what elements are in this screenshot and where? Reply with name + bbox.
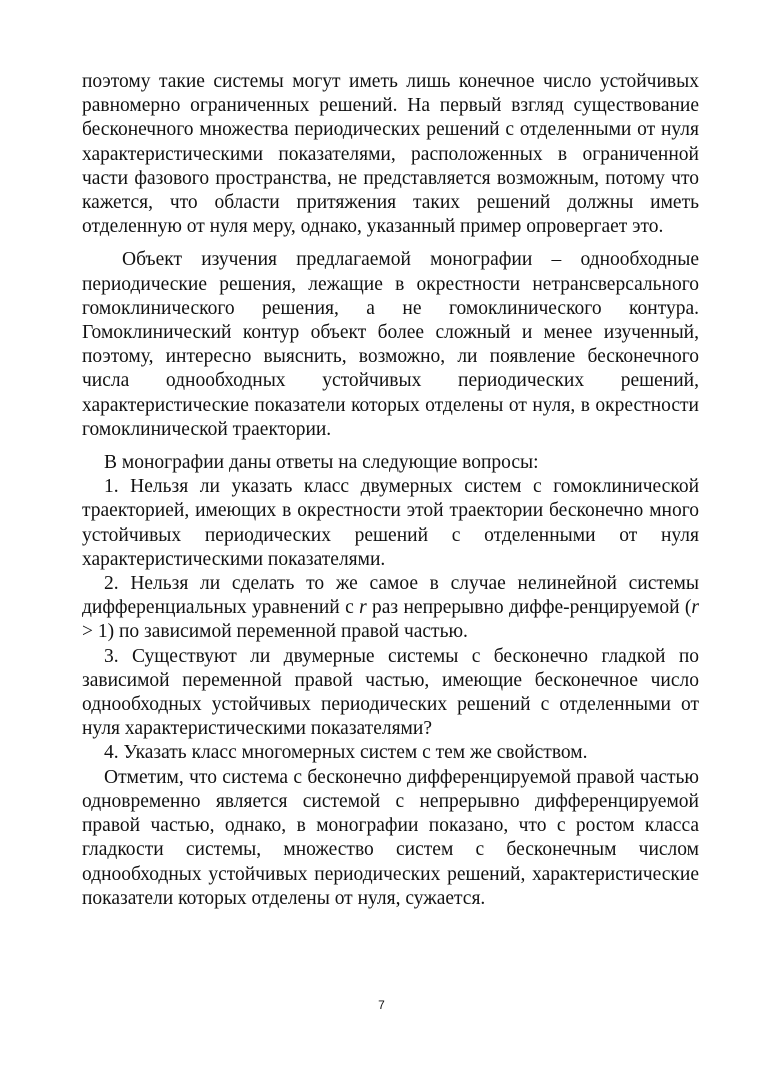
document-page [82,70,699,911]
page-number: 7 [378,998,385,1012]
question-2-text-a: 2. Нельзя ли сделать то же самое в случае нелинейной системы дифференциальных уравнений с [82,573,699,619]
variable-r-condition: r [691,597,699,619]
paragraph-question-2 [82,572,699,645]
paragraph-intro-continuation: поэтому такие системы могут иметь лишь конечное число устойчивых равномерно ограниченных решений. На первый взгляд существование бесконечного множества периодических решений с отделенными от нуля характеристическими показателями, расположенных в ограниченной части фазового пространства, не представляется возможным, потому что кажется, что области притяжения таких решений должны иметь отделенную от нуля меру, однако, указанный пример опровергает это. [82,71,699,238]
paragraph-question-3: 3. Существуют ли двумерные системы с бесконечно гладкой по зависимой переменной правой частью, имеющие бесконечное число однообходных устойчивых периодических решений с отделенными от нуля характеристическими показателями? [82,645,699,740]
question-2-text-b: раз непрерывно диффе-ренцируемой ( [366,597,692,619]
paragraph-questions-intro: В монографии даны ответы на следующие вопросы: [104,452,539,474]
paragraph-question-1: 1. Нельзя ли указать класс двумерных систем с гомоклинической траекторией, имеющих в окрестности этой траектории бесконечно много устойчивых периодических решений с отделенными от нуля характеристическими показателями. [82,476,699,570]
variable-r: r [359,597,367,619]
question-2-text-c: > 1) по зависимой переменной правой частью. [82,621,468,643]
paragraph-conclusion: Отметим, что система с бесконечно дифференцируемой правой частью одновременно является системой с непрерывно дифференцируемой правой частью, однако, в монографии показано, что с ростом класса гладкости системы, множество систем с бесконечным числом однообходных устойчивых периодических решений, характеристические показатели которых отделены от нуля, сужается. [82,766,699,909]
paragraph-monograph-object: Объект изучения предлагаемой монографии – однообходные периодические решения, лежащие в окрестности нетрансверсального гомоклинического решения, а не гомоклинического контура. Гомоклинический контур объект более сложный и менее изученный, поэтому, интересно выяснить, возможно, ли появление бесконечного числа однообходных устойчивых периодических решений, характеристические показатели которых отделены от нуля, в окрестности гомоклинической траектории. [82,249,699,440]
paragraph-question-4: 4. Указать класс многомерных систем с тем же свойством. [104,742,588,764]
